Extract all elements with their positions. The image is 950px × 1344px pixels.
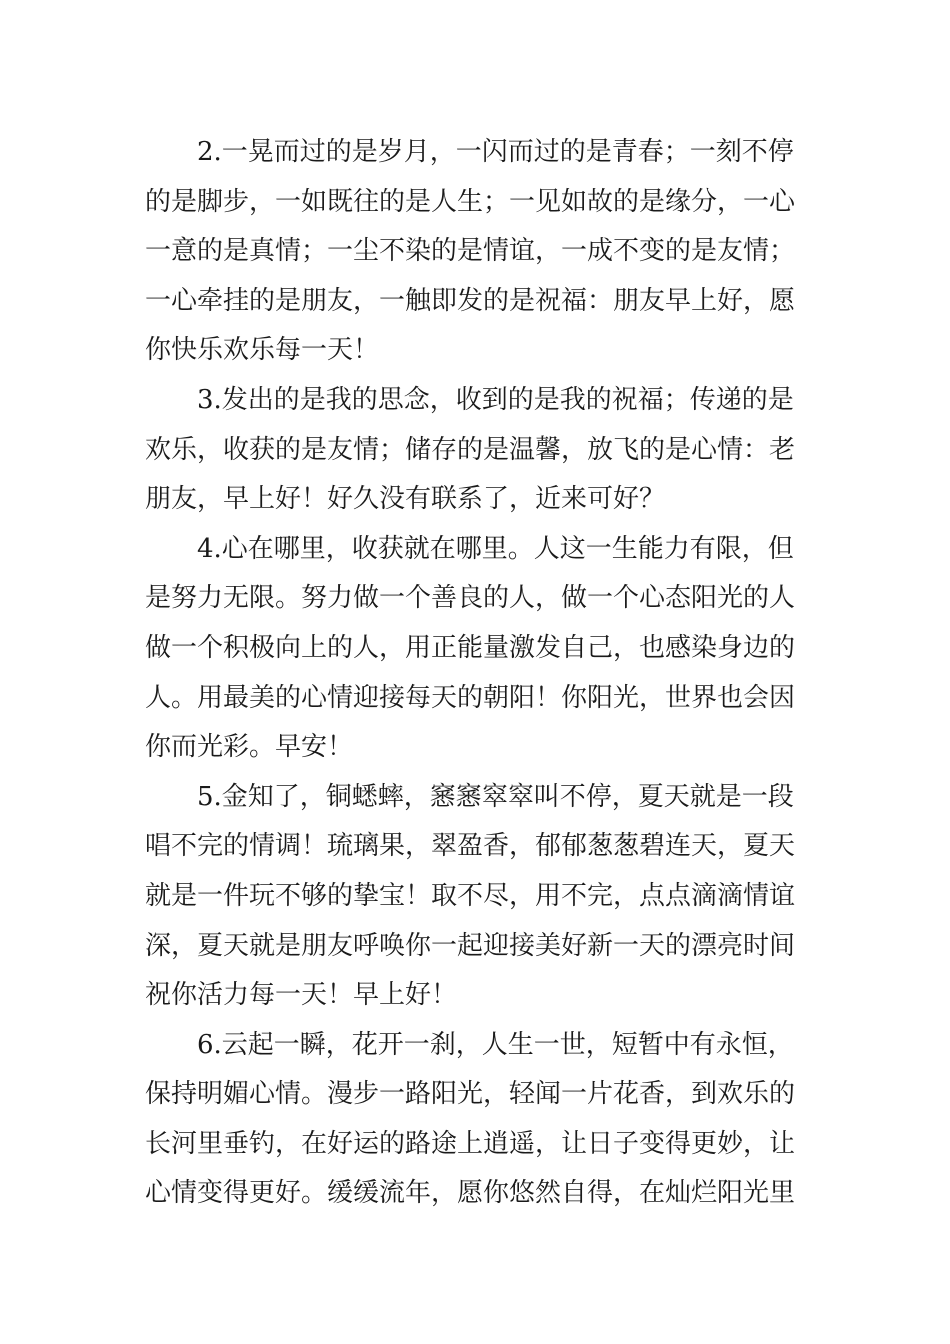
paragraph-line: 3.发出的是我的思念，收到的是我的祝福；传递的是 <box>197 384 794 415</box>
paragraph-line: 心情变得更好。缓缓流年，愿你悠然自得，在灿烂阳光里 <box>145 1178 796 1209</box>
paragraph-line: 欢乐，收获的是友情；储存的是温馨，放飞的是心情：老 <box>145 434 796 465</box>
paragraph-line: 人。用最美的心情迎接每天的朝阳！你阳光，世界也会因 <box>145 682 796 713</box>
paragraph-line: 一意的是真情；一尘不染的是情谊，一成不变的是友情； <box>145 236 796 267</box>
paragraph-line: 你而光彩。早安！ <box>145 732 354 763</box>
paragraph-line: 4.心在哪里，收获就在哪里。人这一生能力有限，但 <box>197 533 794 564</box>
paragraph-line: 祝你活力每一天！早上好！ <box>145 980 458 1011</box>
paragraph-5 <box>145 773 807 1021</box>
paragraph-line: 深，夏天就是朋友呼唤你一起迎接美好新一天的漂亮时间 <box>145 930 796 961</box>
paragraph-line: 朋友，早上好！好久没有联系了，近来可好？ <box>145 484 666 515</box>
paragraph-line: 5.金知了，铜蟋蟀，窸窸窣窣叫不停，夏天就是一段 <box>197 781 794 812</box>
paragraph-line: 唱不完的情调！琉璃果，翠盈香，郁郁葱葱碧连天，夏天 <box>145 831 796 862</box>
paragraph-6 <box>145 1021 807 1219</box>
paragraph-line: 是努力无限。努力做一个善良的人，做一个心态阳光的人 <box>145 583 796 614</box>
paragraph-line: 保持明媚心情。漫步一路阳光，轻闻一片花香，到欢乐的 <box>145 1079 796 1110</box>
paragraph-line: 就是一件玩不够的挚宝！取不尽，用不完，点点滴滴情谊 <box>145 880 796 911</box>
paragraph-line: 2.一晃而过的是岁月，一闪而过的是青春；一刻不停 <box>197 137 794 167</box>
paragraph-3 <box>145 376 807 525</box>
paragraph-line: 的是脚步，一如既往的是人生；一见如故的是缘分，一心 <box>145 186 796 217</box>
paragraph-line: 你快乐欢乐每一天！ <box>145 335 380 366</box>
paragraph-line: 6.云起一瞬，花开一刹，人生一世，短暂中有永恒， <box>197 1029 794 1060</box>
paragraph-line: 长河里垂钓，在好运的路途上逍遥，让日子变得更妙，让 <box>145 1128 796 1159</box>
document-body <box>145 128 807 1219</box>
paragraph-line: 做一个积极向上的人，用正能量激发自己，也感染身边的 <box>145 632 796 663</box>
paragraph-2 <box>145 128 807 376</box>
paragraph-4 <box>145 525 807 773</box>
paragraph-line: 一心牵挂的是朋友，一触即发的是祝福：朋友早上好，愿 <box>145 285 796 316</box>
